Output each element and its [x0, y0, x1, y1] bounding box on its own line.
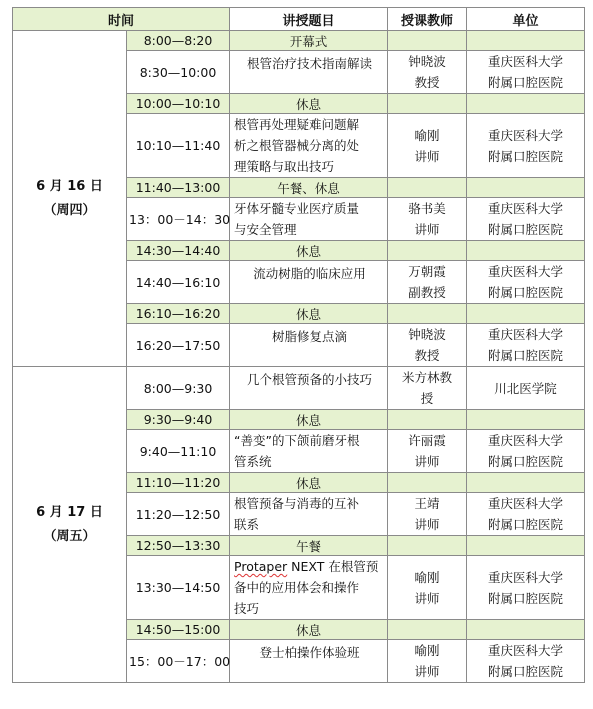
time-cell: 11:10—11:20	[127, 473, 230, 493]
teacher-cell	[388, 94, 467, 114]
teacher-cell	[388, 473, 467, 493]
unit-cell: 重庆医科大学 附属口腔医院	[467, 430, 585, 473]
teacher-cell: 喻刚 讲师	[388, 640, 467, 683]
time-cell: 14:30—14:40	[127, 241, 230, 261]
time-cell: 9:30—9:40	[127, 410, 230, 430]
teacher-cell	[388, 410, 467, 430]
topic-cell: 休息	[230, 473, 388, 493]
time-cell: 12:50—13:30	[127, 536, 230, 556]
time-cell: 13：00－14：30	[127, 198, 230, 241]
time-cell: 16:10—16:20	[127, 304, 230, 324]
unit-cell	[467, 410, 585, 430]
unit-cell: 重庆医科大学 附属口腔医院	[467, 51, 585, 94]
schedule-body	[13, 31, 585, 683]
topic-cell: 几个根管预备的小技巧	[230, 367, 388, 410]
time-cell: 10:00—10:10	[127, 94, 230, 114]
time-cell: 13:30—14:50	[127, 556, 230, 620]
topic-cell: 开幕式	[230, 31, 388, 51]
time-cell: 14:40—16:10	[127, 261, 230, 304]
unit-cell: 重庆医科大学 附属口腔医院	[467, 114, 585, 178]
topic-cell: 根管再处理疑难问题解 析之根管器械分离的处 理策略与取出技巧	[230, 114, 388, 178]
teacher-cell	[388, 304, 467, 324]
topic-cell: Protaper NEXT 在根管预 备中的应用体会和操作 技巧	[230, 556, 388, 620]
topic-cell: 午餐	[230, 536, 388, 556]
teacher-cell	[388, 31, 467, 51]
time-cell: 11:40—13:00	[127, 178, 230, 198]
session-row	[13, 367, 585, 410]
teacher-cell: 钟晓波 教授	[388, 324, 467, 367]
teacher-cell	[388, 241, 467, 261]
topic-cell: 根管治疗技术指南解读	[230, 51, 388, 94]
topic-cell: “善变”的下颌前磨牙根 管系统	[230, 430, 388, 473]
day-cell	[13, 367, 127, 683]
topic-cell: 休息	[230, 620, 388, 640]
unit-cell: 重庆医科大学 附属口腔医院	[467, 261, 585, 304]
topic-cell: 牙体牙髓专业医疗质量 与安全管理	[230, 198, 388, 241]
teacher-cell: 喻刚 讲师	[388, 114, 467, 178]
teacher-cell: 米方林教 授	[388, 367, 467, 410]
unit-cell: 重庆医科大学 附属口腔医院	[467, 640, 585, 683]
unit-cell: 川北医学院	[467, 367, 585, 410]
unit-cell	[467, 94, 585, 114]
day-weekday: （周五）	[43, 528, 96, 544]
unit-cell	[467, 620, 585, 640]
teacher-cell	[388, 178, 467, 198]
day-date: 6 月 17 日	[36, 504, 103, 520]
teacher-cell: 许丽霞 讲师	[388, 430, 467, 473]
spellcheck-underline: Protaper	[234, 559, 288, 574]
topic-cell: 休息	[230, 410, 388, 430]
time-cell: 8:00—9:30	[127, 367, 230, 410]
time-cell: 15：00－17：00	[127, 640, 230, 683]
teacher-cell	[388, 536, 467, 556]
header-teacher: 授课教师	[388, 8, 467, 31]
header-time: 时间	[13, 8, 230, 31]
unit-cell	[467, 304, 585, 324]
topic-cell: 休息	[230, 94, 388, 114]
unit-cell	[467, 178, 585, 198]
topic-cell: 登士柏操作体验班	[230, 640, 388, 683]
day-date: 6 月 16 日	[36, 178, 103, 194]
day-weekday: （周四）	[43, 202, 96, 218]
header-row	[13, 8, 585, 31]
teacher-cell: 万朝霞 副教授	[388, 261, 467, 304]
teacher-cell: 钟晓波 教授	[388, 51, 467, 94]
time-cell: 8:00—8:20	[127, 31, 230, 51]
topic-cell: 流动树脂的临床应用	[230, 261, 388, 304]
unit-cell	[467, 536, 585, 556]
time-cell: 14:50—15:00	[127, 620, 230, 640]
time-cell: 11:20—12:50	[127, 493, 230, 536]
unit-cell: 重庆医科大学 附属口腔医院	[467, 556, 585, 620]
day-cell	[13, 31, 127, 367]
teacher-cell: 王靖 讲师	[388, 493, 467, 536]
topic-cell: 午餐、休息	[230, 178, 388, 198]
unit-cell: 重庆医科大学 附属口腔医院	[467, 198, 585, 241]
teacher-cell: 骆书美 讲师	[388, 198, 467, 241]
topic-cell: 休息	[230, 304, 388, 324]
topic-cell: 休息	[230, 241, 388, 261]
unit-cell	[467, 241, 585, 261]
break-row	[13, 31, 585, 51]
topic-cell: 树脂修复点滴	[230, 324, 388, 367]
topic-cell: 根管预备与消毒的互补 联系	[230, 493, 388, 536]
unit-cell	[467, 31, 585, 51]
header-unit: 单位	[467, 8, 585, 31]
time-cell: 9:40—11:10	[127, 430, 230, 473]
teacher-cell: 喻刚 讲师	[388, 556, 467, 620]
time-cell: 16:20—17:50	[127, 324, 230, 367]
unit-cell: 重庆医科大学 附属口腔医院	[467, 324, 585, 367]
teacher-cell	[388, 620, 467, 640]
header-topic: 讲授题目	[230, 8, 388, 31]
time-cell: 10:10—11:40	[127, 114, 230, 178]
unit-cell	[467, 473, 585, 493]
time-cell: 8:30—10:00	[127, 51, 230, 94]
unit-cell: 重庆医科大学 附属口腔医院	[467, 493, 585, 536]
schedule-table	[12, 7, 585, 683]
